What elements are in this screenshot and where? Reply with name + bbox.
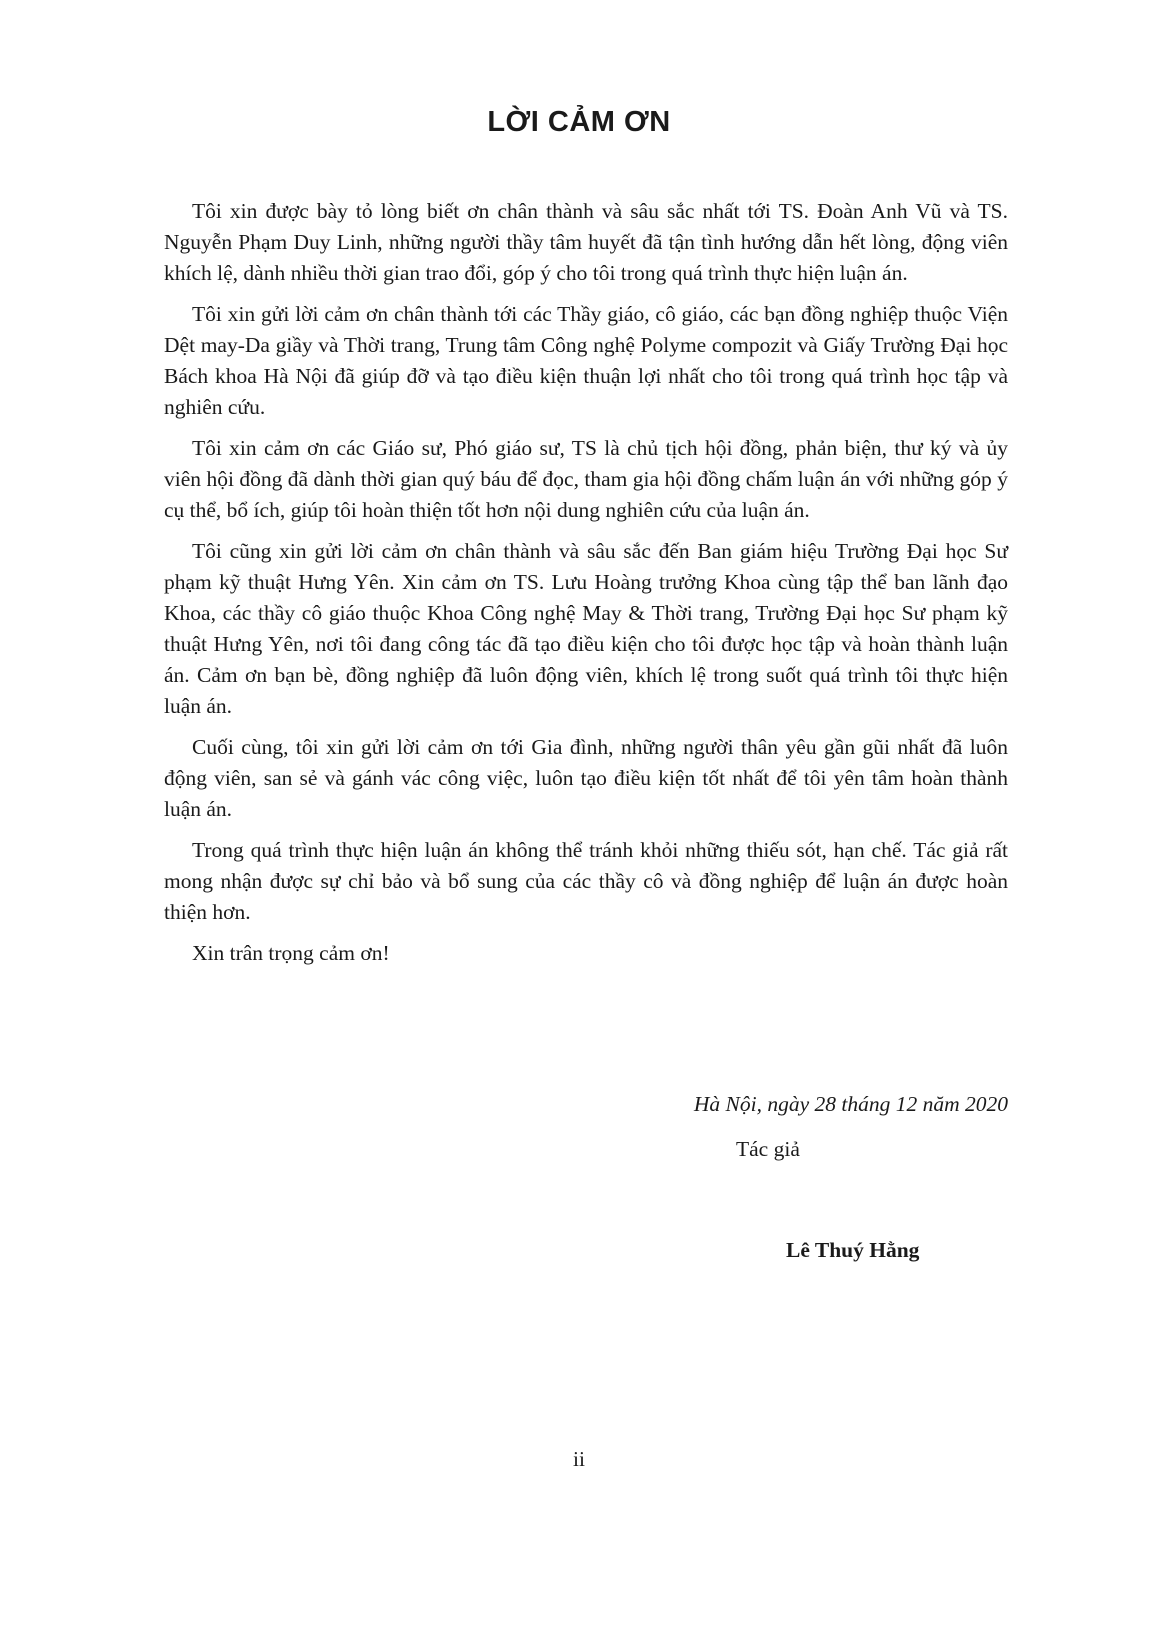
signature-date: Hà Nội, ngày 28 tháng 12 năm 2020 <box>693 1092 1008 1116</box>
paragraph-2: Tôi xin gửi lời cảm ơn chân thành tới các Thầy giáo, cô giáo, các bạn đồng nghiệp thuộc Viện Dệt may-Da giầy và Thời trang, Trung tâm Công nghệ Polyme compozit và Giấy Trường Đại học Bách khoa Hà Nội đã giúp đỡ và tạo điều kiện thuận lợi nhất cho tôi trong quá trình học tập và nghiên cứu. <box>164 302 1008 419</box>
paragraph-6: Trong quá trình thực hiện luận án không thể tránh khỏi những thiếu sót, hạn chế. Tác giả rất mong nhận được sự chỉ bảo và bổ sung của các thầy cô và đồng nghiệp để luận án được hoàn thiện hơn. <box>164 838 1008 924</box>
signature-role: Tác giả <box>736 1137 800 1161</box>
page-number: ii <box>573 1447 585 1471</box>
paragraph-3: Tôi xin cảm ơn các Giáo sư, Phó giáo sư, TS là chủ tịch hội đồng, phản biện, thư ký và ủy viên hội đồng đã dành thời gian quý báu để đọc, tham gia hội đồng chấm luận án với những góp ý cụ thể, bổ ích, giúp tôi hoàn thiện tốt hơn nội dung nghiên cứu của luận án. <box>164 436 1008 522</box>
paragraph-4: Tôi cũng xin gửi lời cảm ơn chân thành và sâu sắc đến Ban giám hiệu Trường Đại học Sư phạm kỹ thuật Hưng Yên. Xin cảm ơn TS. Lưu Hoàng trưởng Khoa cùng tập thể ban lãnh đạo Khoa, các thầy cô giáo thuộc Khoa Công nghệ May & Thời trang, Trường Đại học Sư phạm kỹ thuật Hưng Yên, nơi tôi đang công tác đã tạo điều kiện cho tôi được học tập và hoàn thành luận án. Cảm ơn bạn bè, đồng nghiệp đã luôn động viên, khích lệ trong suốt quá trình tôi thực hiện luận án. <box>164 539 1008 718</box>
paragraph-1: Tôi xin được bày tỏ lòng biết ơn chân thành và sâu sắc nhất tới TS. Đoàn Anh Vũ và TS. Nguyễn Phạm Duy Linh, những người thầy tâm huyết đã tận tình hướng dẫn hết lòng, động viên khích lệ, dành nhiều thời gian trao đổi, góp ý cho tôi trong quá trình thực hiện luận án. <box>164 199 1008 285</box>
acknowledgement-body <box>164 196 1008 979</box>
paragraph-5: Cuối cùng, tôi xin gửi lời cảm ơn tới Gia đình, những người thân yêu gần gũi nhất đã luôn động viên, san sẻ và gánh vác công việc, luôn tạo điều kiện tốt nhất để tôi yên tâm hoàn thành luận án. <box>164 735 1008 821</box>
signature-name: Lê Thuý Hằng <box>786 1238 920 1262</box>
closing-line: Xin trân trọng cảm ơn! <box>192 941 390 965</box>
page-title: LỜI CẢM ƠN <box>487 106 671 138</box>
